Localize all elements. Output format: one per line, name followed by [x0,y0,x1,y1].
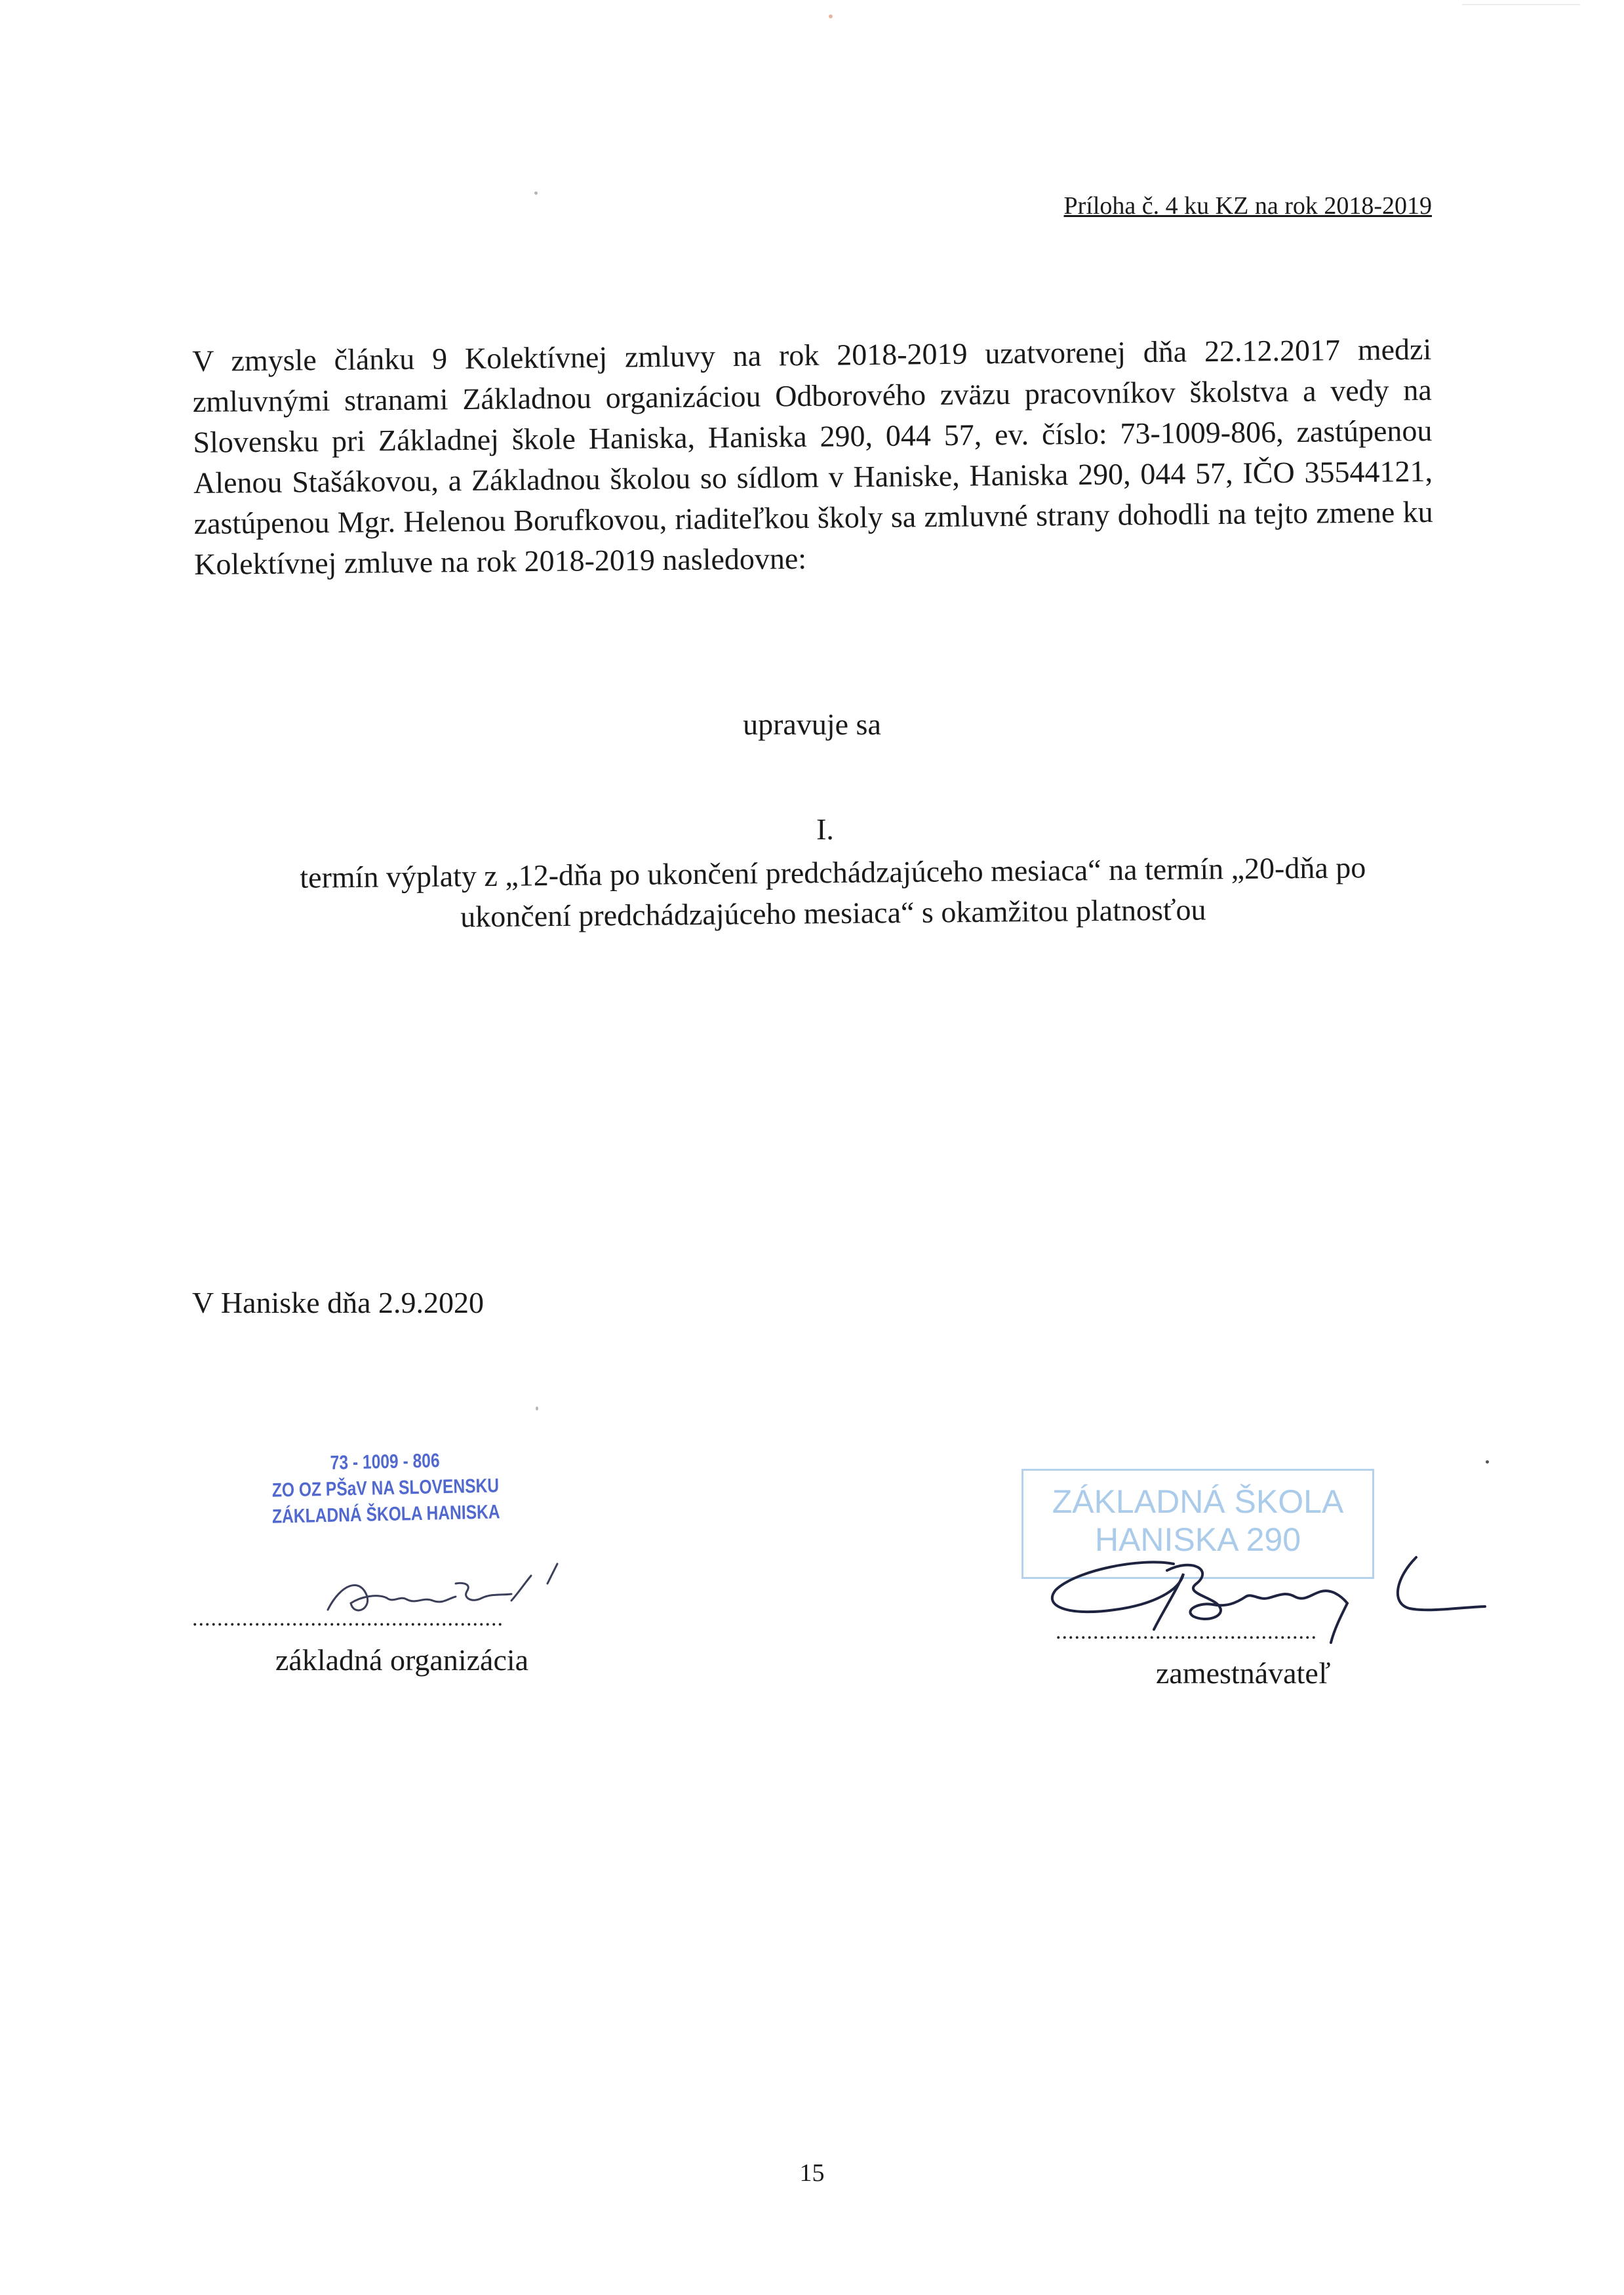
scan-speck [1462,4,1580,5]
scan-speck [536,1407,538,1410]
union-stamp-line-3: ZÁKLADNÁ ŠKOLA HANISKA [271,1501,500,1528]
union-stamp-line-2: ZO OZ PŠaV NA SLOVENSKU [271,1475,500,1502]
union-stamp [256,1447,515,1530]
school-stamp-line-1: ZÁKLADNÁ ŠKOLA [1052,1483,1344,1520]
union-signature-line: .................................................. [192,1606,504,1631]
school-stamp-line-2: HANISKA 290 [1094,1521,1301,1558]
page-number: 15 [799,2159,825,2187]
employer-signature [1042,1544,1488,1669]
scan-speck [829,14,833,18]
scan-speck [1486,1460,1489,1464]
union-stamp-line-1: 73 - 1009 - 806 [330,1450,440,1474]
annex-note: Príloha č. 4 ku KZ na rok 2018-2019 [1063,192,1432,220]
place-date: V Haniske dňa 2.9.2020 [192,1286,485,1319]
section-number: I. [816,812,834,846]
employer-signature-line: .......................................... [1056,1620,1317,1644]
section-text: termín výplaty z „12-dňa po ukončení predchádzajúceho mesiaca“ na termín „20-dňa po ukončení predchádzajúceho mesiaca“ s okamžitou platnosťou [300,850,1366,934]
intro-paragraph: V zmysle článku 9 Kolektívnej zmluvy na rok 2018-2019 uzatvorenej dňa 22.12.2017 medzi zmluvnými stranami Základnou organizáciou Odborového zväzu pracovníkov školstva a vedy na Slovensku pri Základnej škole Haniska, Haniska 290, 044 57, ev. číslo: 73-1009-806, zastúpenou Alenou Stašákovou, a Základnou školou so sídlom v Haniske, Haniska 290, 044 57, IČO 35544121, zastúpenou Mgr. Helenou Borufkovou, riaditeľkou školy sa zmluvné strany dohodli na tejto zmene ku Kolektívnej zmluve na rok 2018-2019 nasledovne: [192,332,1433,581]
scan-speck [534,191,538,195]
union-caption: základná organizácia [275,1643,529,1677]
section-intro: upravuje sa [743,708,881,741]
employer-caption: zamestnávateľ [1156,1656,1331,1690]
